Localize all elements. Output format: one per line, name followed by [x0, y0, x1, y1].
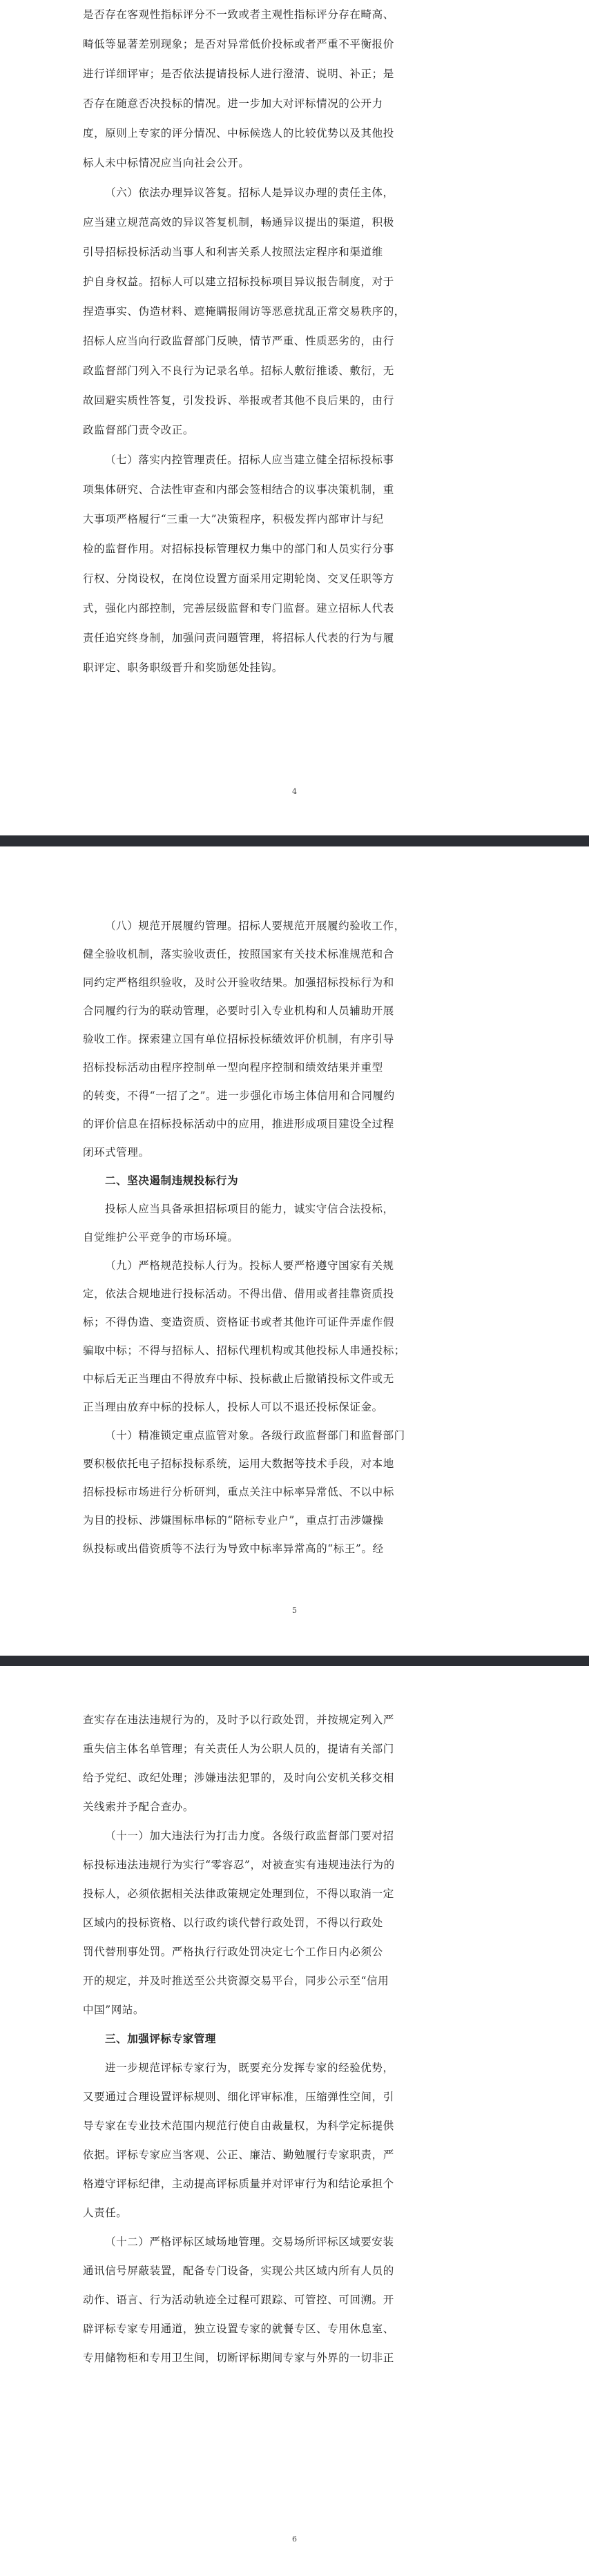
text-line: 引导招标投标活动当事人和利害关系人按照法定程序和渠道维	[83, 246, 383, 258]
text-line: 故回避实质性答复，引发投诉、举报或者其他不良后果的，由行	[83, 394, 394, 407]
text-line: 标；不得伪造、变造资质、资格证书或者其他许可证件弄虚作假	[83, 1316, 394, 1328]
text-line: 进一步规范评标专家行为，既要充分发挥专家的经验优势，	[105, 2062, 394, 2074]
text-line: （十二）严格评标区域场地管理。交易场所评标区域要安装	[105, 2236, 394, 2248]
page-number: 5	[292, 1606, 297, 1615]
text-line: 应当建立规范高效的异议答复机制，畅通异议提出的渠道，积极	[83, 216, 394, 229]
text-line: 标人未中标情况应当向社会公开。	[83, 157, 250, 169]
page-6-body	[83, 1705, 519, 2372]
text-line: （九）严格规范投标人行为。投标人要严格遵守国家有关规	[105, 1259, 394, 1272]
page-separator	[0, 1656, 589, 1666]
text-line: 捏造事实、伪造材料、遮掩瞒报闹访等恶意扰乱正常交易秩序的，	[83, 305, 405, 318]
text-line: 闭环式管理。	[83, 1146, 150, 1159]
text-line: 健全验收机制，落实验收责任，按照国家有关技术标准规范和合	[83, 948, 394, 960]
text-line: （六）依法办理异议答复。招标人是异议办理的责任主体，	[105, 186, 394, 199]
text-line: 给予党纪、政纪处理；涉嫌违法犯罪的，及时向公安机关移交相	[83, 1772, 394, 1784]
text-line: 又要通过合理设置评标规则、细化评审标准，压缩弹性空间，引	[83, 2091, 394, 2103]
text-line: 的评价信息在招标投标活动中的应用，推进形成项目建设全过程	[83, 1118, 394, 1130]
text-line: 开的规定，并及时推送至公共资源交易平台，同步公示至“信用	[83, 1975, 389, 1987]
page-number: 4	[292, 787, 297, 796]
text-line: 行权、分岗设权，在岗位设置方面采用定期轮岗、交叉任职等方	[83, 572, 394, 585]
text-line: 进行详细评审；是否依法提请投标人进行澄清、说明、补正；是	[83, 68, 394, 80]
page-separator	[0, 835, 589, 846]
section-heading: 二、坚决遏制违规投标行为	[105, 1174, 239, 1187]
text-line: 导专家在专业技术范围内规范行使自由裁量权，为科学定标提供	[83, 2120, 394, 2132]
document-page-5	[0, 846, 589, 1656]
document-page-6	[0, 1666, 589, 2576]
document-page-4	[0, 0, 589, 835]
text-line: 人责任。	[83, 2207, 128, 2219]
text-line: 职评定、职务职级晋升和奖励惩处挂钩。	[83, 661, 283, 674]
text-line: （八）规范开展履约管理。招标人要规范开展履约验收工作，	[105, 920, 405, 932]
text-line: 区域内的投标资格、以行政约谈代替行政处罚，不得以行政处	[83, 1917, 383, 1929]
text-line: 格遵守评标纪律，主动提高评标质量并对评审行为和结论承担个	[83, 2178, 394, 2190]
text-line: 通讯信号屏蔽装置，配备专门设备，实现公共区域内所有人员的	[83, 2265, 394, 2277]
section-heading: 三、加强评标专家管理	[105, 2033, 217, 2045]
text-line: 的转变，不得“一招了之”。进一步强化市场主体信用和合同履约	[83, 1090, 395, 1102]
text-line: 罚代替刑事处罚。严格执行行政处罚决定七个工作日内必须公	[83, 1946, 383, 1958]
text-line: 招标投标市场进行分析研判，重点关注中标率异常低、不以中标	[83, 1486, 394, 1498]
text-line: 中标后无正当理由不得放弃中标、投标截止后撤销投标文件或无	[83, 1373, 394, 1385]
text-line: 中国”网站。	[83, 2004, 145, 2016]
text-line: 招标投标活动由程序控制单一型向程序控制和绩效结果并重型	[83, 1061, 383, 1074]
text-line: 标投标违法违规行为实行“零容忍”，对被查实有违规违法行为的	[83, 1859, 395, 1871]
text-line: （十）精准锁定重点监管对象。各级行政监督部门和监督部门	[105, 1429, 405, 1442]
text-line: 定，依法合规地进行投标活动。不得出借、借用或者挂靠资质投	[83, 1288, 394, 1300]
text-line: 骗取中标；不得与招标人、招标代理机构或其他投标人串通投标；	[83, 1344, 405, 1357]
text-line: 招标人应当向行政监督部门反映，情节严重、性质恶劣的，由行	[83, 335, 394, 347]
text-line: （七）落实内控管理责任。招标人应当建立健全招标投标事	[105, 454, 394, 466]
text-line: 纵投标或出借资质等不法行为导致中标率异常高的“标王”。经	[83, 1542, 384, 1555]
text-line: 投标人，必须依据相关法律政策规定处理到位，不得以取消一定	[83, 1888, 394, 1900]
text-line: 合同履约行为的联动管理，必要时引入专业机构和人员辅助开展	[83, 1005, 394, 1017]
text-line: 要积极依托电子招标投标系统，运用大数据等技术手段，对本地	[83, 1458, 394, 1470]
text-line: 专用储物柜和专用卫生间，切断评标期间专家与外界的一切非正	[83, 2352, 394, 2364]
text-line: 动作、语言、行为活动轨迹全过程可跟踪、可管控、可回溯。开	[83, 2294, 394, 2306]
text-line: 是否存在客观性指标评分不一致或者主观性指标评分存在畸高、	[83, 8, 394, 21]
text-line: 检的监督作用。对招标投标管理权力集中的部门和人员实行分事	[83, 543, 394, 555]
text-line: 度，原则上专家的评分情况、中标候选人的比较优势以及其他投	[83, 127, 394, 139]
page-5-body	[83, 912, 519, 1563]
text-line: 投标人应当具备承担招标项目的能力，诚实守信合法投标，	[105, 1203, 394, 1215]
text-line: 护自身权益。招标人可以建立招标投标项目异议报告制度，对于	[83, 275, 394, 288]
text-line: 政监督部门责令改正。	[83, 424, 195, 436]
text-line: 责任追究终身制，加强问责问题管理，将招标人代表的行为与履	[83, 632, 394, 644]
text-line: 重失信主体名单管理；有关责任人为公职人员的，提请有关部门	[83, 1743, 394, 1755]
text-line: 依据。评标专家应当客观、公正、廉洁、勤勉履行专家职责，严	[83, 2149, 394, 2161]
text-line: 为目的投标、涉嫌围标串标的“陪标专业户”，重点打击涉嫌操	[83, 1514, 384, 1527]
text-line: 大事项严格履行“三重一大”决策程序，积极发挥内部审计与纪	[83, 513, 384, 525]
text-line: 自觉维护公平竞争的市场环境。	[83, 1231, 239, 1243]
text-line: 同约定严格组织验收，及时公开验收结果。加强招标投标行为和	[83, 976, 394, 989]
page-4-body	[83, 0, 519, 683]
text-line: 正当理由放弃中标的投标人，投标人可以不退还投标保证金。	[83, 1401, 383, 1413]
text-line: 关线索并予配合查办。	[83, 1801, 195, 1813]
text-line: （十一）加大违法行为打击力度。各级行政监督部门要对招	[105, 1830, 394, 1842]
text-line: 畸低等显著差别现象；是否对异常低价投标或者严重不平衡报价	[83, 38, 394, 50]
text-line: 政监督部门列入不良行为记录名单。招标人敷衍推诿、敷衍，无	[83, 365, 394, 377]
page-number: 6	[292, 2535, 297, 2544]
text-line: 验收工作。探索建立国有单位招标投标绩效评价机制，有序引导	[83, 1033, 394, 1045]
text-line: 否存在随意否决投标的情况。进一步加大对评标情况的公开力	[83, 97, 383, 110]
text-line: 式，强化内部控制，完善层级监督和专门监督。建立招标人代表	[83, 602, 394, 614]
text-line: 查实存在违法违规行为的，及时予以行政处罚，并按规定列入严	[83, 1714, 394, 1726]
text-line: 项集体研究、合法性审查和内部会签相结合的议事决策机制，重	[83, 483, 394, 496]
text-line: 辟评标专家专用通道，独立设置专家的就餐专区、专用休息室、	[83, 2323, 394, 2335]
